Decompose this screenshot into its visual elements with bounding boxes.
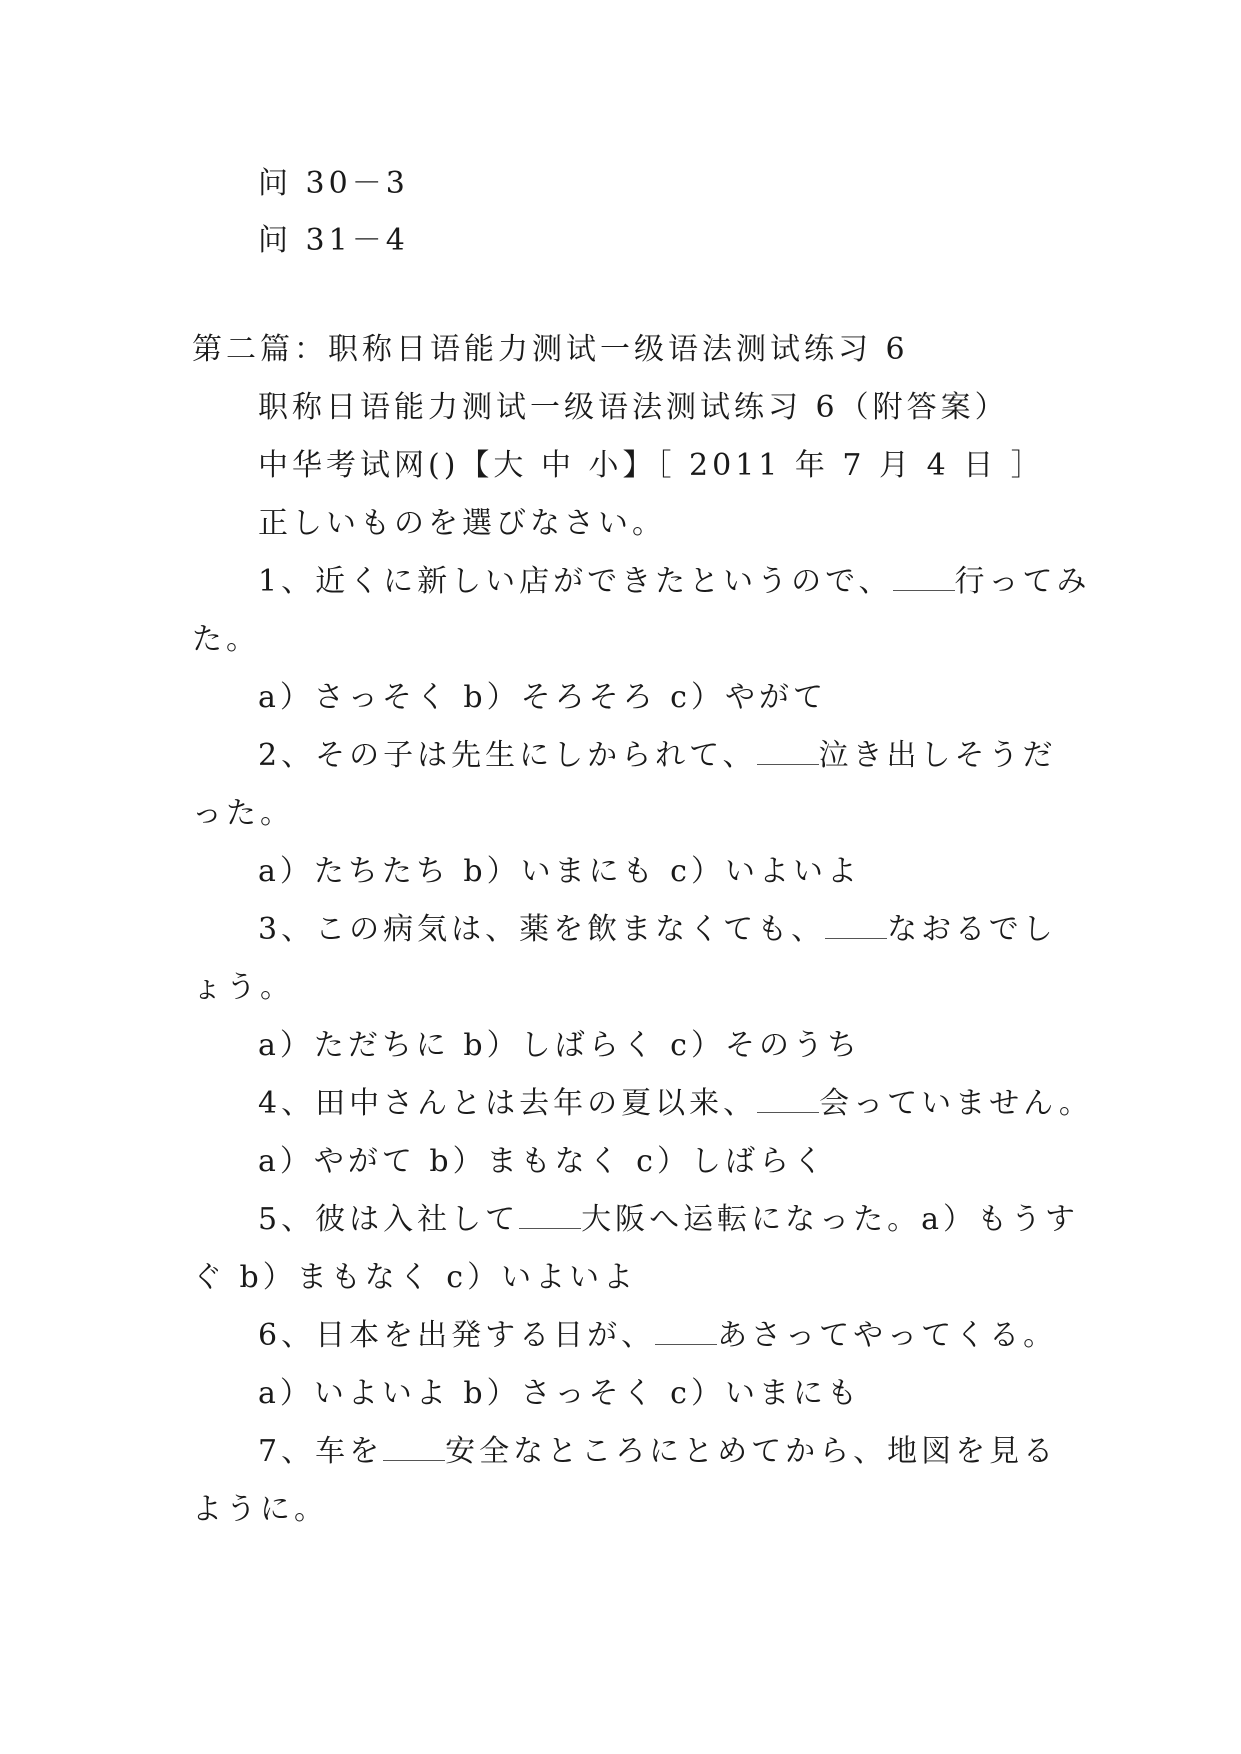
question-4: [258, 1084, 1093, 1124]
question-text: 会っていません。: [819, 1086, 1093, 1121]
subtitle: 职称日语能力测试一级语法测试练习 6（附答案）: [258, 390, 1009, 425]
answer-blank: [893, 564, 955, 591]
question-6: [258, 1316, 1057, 1356]
question-text: 泣き出しそうだ: [818, 738, 1057, 773]
question-text: 4、田中さんとは去年の夏以来、: [258, 1086, 758, 1121]
question-text: 3、この病気は、薬を飲まなくても、: [258, 912, 826, 947]
source-line: 中华考试网()【大 中 小】［ 2011 年 7 月 4 日 ］: [258, 448, 1045, 483]
question-7-continued: ように。: [192, 1492, 328, 1527]
question-text: なおるでし: [887, 912, 1057, 947]
question-text: 6、日本を出発する日が、: [258, 1318, 656, 1353]
question-1: [258, 562, 1091, 602]
answer-blank: [825, 912, 887, 939]
question-text: 大阪へ运転になった。a）もうす: [581, 1202, 1079, 1237]
question-3-continued: ょう。: [192, 970, 294, 1005]
question-1-continued: た。: [192, 622, 260, 657]
question-2: [258, 736, 1057, 776]
answer-line: 问 31－4: [258, 223, 409, 258]
question-2-continued: った。: [192, 796, 294, 831]
question-text: 5、彼は入社して: [258, 1202, 520, 1237]
answer-blank: [757, 738, 819, 765]
question-text: 7、车を: [258, 1434, 384, 1469]
answer-line: 问 30－3: [258, 166, 409, 201]
instruction: 正しいものを選びなさい。: [258, 506, 666, 541]
question-text: 安全なところにとめてから、地図を見る: [445, 1434, 1058, 1469]
question-6-options: a）いよいよ b）さっそく c）いまにも: [258, 1376, 861, 1411]
question-1-options: a）さっそく b）そろそろ c）やがて: [258, 680, 827, 715]
question-3-options: a）ただちに b）しばらく c）そのうち: [258, 1028, 861, 1063]
section-heading: 第二篇：职称日语能力测试一级语法测试练习 6: [192, 332, 909, 367]
question-3: [258, 910, 1057, 950]
answer-blank: [757, 1086, 819, 1113]
question-2-options: a）たちたち b）いまにも c）いよいよ: [258, 854, 861, 889]
question-text: あさってやってくる。: [717, 1318, 1058, 1353]
question-7: [258, 1432, 1057, 1472]
question-text: 行ってみ: [954, 564, 1091, 599]
question-5-continued: ぐ b）まもなく c）いよいよ: [192, 1260, 638, 1295]
question-5: [258, 1200, 1079, 1240]
answer-blank: [519, 1202, 581, 1229]
question-4-options: a）やがて b）まもなく c）しばらく: [258, 1144, 827, 1179]
answer-blank: [383, 1434, 445, 1461]
question-text: 1、近くに新しい店ができたというので、: [258, 564, 893, 599]
question-text: 2、その子は先生にしかられて、: [258, 738, 757, 773]
answer-blank: [655, 1318, 717, 1345]
